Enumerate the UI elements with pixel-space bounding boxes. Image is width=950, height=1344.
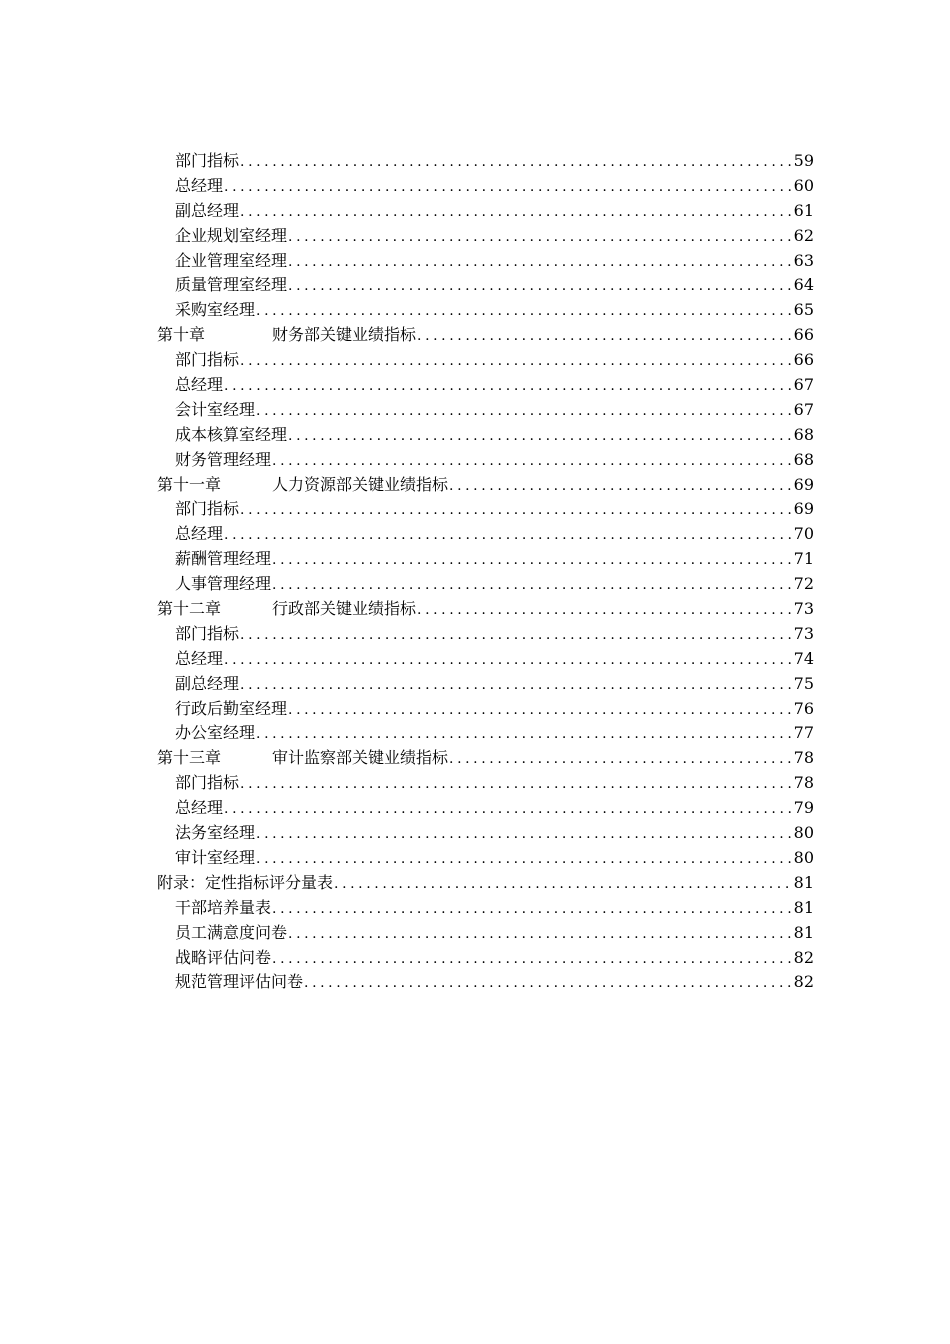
toc-page-number: 80 [793,847,814,867]
dot-leader [272,548,793,573]
toc-page-number: 80 [793,823,814,843]
toc-entry-title: 战略评估问卷 [175,947,272,967]
toc-chapter-number: 附录： [157,872,206,892]
toc-entry[interactable] [157,896,814,921]
toc-entry[interactable] [157,273,814,298]
toc-entry[interactable] [157,921,814,946]
dot-leader [240,498,793,523]
toc-entry-title: 总经理 [175,175,224,195]
dot-leader [256,822,793,847]
toc-entry-title: 总经理 [175,375,224,395]
dot-leader [272,947,793,972]
toc-entry-title: 成本核算室经理 [175,424,288,444]
toc-chapter-number: 第十三章 [157,748,222,768]
toc-chapter-number: 第十二章 [157,599,222,619]
toc-entry[interactable] [157,249,814,274]
dot-leader [417,598,793,623]
toc-entry-title: 规范管理评估问卷 [175,972,304,992]
toc-entry[interactable] [157,821,814,846]
toc-page-number: 65 [793,300,814,320]
toc-entry[interactable] [157,622,814,647]
toc-entry-title: 总经理 [175,648,224,668]
toc-page-number: 67 [793,399,814,419]
toc-entry-title: 人事管理经理 [175,574,272,594]
dot-leader [256,399,793,424]
toc-entry-title: 部门指标 [175,499,240,519]
toc-entry[interactable] [157,473,814,498]
table-of-contents [157,149,814,995]
toc-page-number: 73 [793,623,814,643]
dot-leader [288,225,793,250]
toc-entry-title: 办公室经理 [175,723,256,743]
dot-leader [224,648,793,673]
toc-entry-title: 部门指标 [175,151,240,170]
toc-entry[interactable] [157,373,814,398]
toc-entry-title: 行政后勤室经理 [175,698,288,718]
toc-entry[interactable] [157,348,814,373]
toc-entry-title: 企业管理室经理 [175,250,288,270]
toc-page-number: 61 [793,200,814,220]
toc-entry[interactable] [157,323,814,348]
toc-entry[interactable] [157,547,814,572]
toc-entry[interactable] [157,970,814,995]
toc-entry-title: 行政部关键业绩指标 [272,599,417,619]
toc-entry-title: 干部培养量表 [175,897,272,917]
toc-page-number: 68 [793,449,814,469]
toc-page-number: 81 [793,922,814,942]
toc-entry[interactable] [157,224,814,249]
toc-page-number: 76 [793,698,814,718]
toc-entry-title: 法务室经理 [175,823,256,843]
dot-leader [224,523,793,548]
dot-leader [334,872,793,897]
toc-entry[interactable] [157,796,814,821]
dot-leader [449,474,793,499]
toc-page-number: 79 [793,798,814,818]
toc-page-number: 81 [793,872,814,892]
toc-entry[interactable] [157,448,814,473]
toc-page-number: 82 [793,947,814,967]
dot-leader [256,847,793,872]
toc-entry[interactable] [157,497,814,522]
toc-page-number: 74 [793,648,814,668]
toc-entry[interactable] [157,149,814,174]
toc-entry-title: 员工满意度问卷 [175,922,288,942]
toc-entry[interactable] [157,771,814,796]
dot-leader [224,374,793,399]
toc-entry[interactable] [157,398,814,423]
toc-entry[interactable] [157,672,814,697]
toc-page-number: 82 [793,972,814,992]
dot-leader [417,324,793,349]
toc-entry-title: 采购室经理 [175,300,256,320]
toc-page-number: 59 [793,151,814,170]
toc-entry[interactable] [157,298,814,323]
dot-leader [256,299,793,324]
toc-page-number: 69 [793,499,814,519]
toc-entry[interactable] [157,846,814,871]
toc-entry-title: 薪酬管理经理 [175,549,272,569]
dot-leader [449,747,793,772]
toc-entry-title: 质量管理室经理 [175,275,288,295]
toc-entry[interactable] [157,174,814,199]
toc-chapter-number: 第十章 [157,325,206,345]
dot-leader [304,971,793,996]
dot-leader [272,573,793,598]
toc-page-number: 66 [793,350,814,370]
toc-entry[interactable] [157,572,814,597]
toc-entry-title: 总经理 [175,798,224,818]
toc-entry[interactable] [157,647,814,672]
dot-leader [240,623,793,648]
toc-entry-title: 副总经理 [175,200,240,220]
toc-chapter-number: 第十一章 [157,474,222,494]
dot-leader [240,200,793,225]
toc-page-number: 71 [793,549,814,569]
toc-page-number: 67 [793,375,814,395]
toc-entry-title: 人力资源部关键业绩指标 [272,474,449,494]
toc-entry[interactable] [157,597,814,622]
dot-leader [288,250,793,275]
toc-page-number: 77 [793,723,814,743]
toc-page-number: 81 [793,897,814,917]
toc-entry-title: 财务管理经理 [175,449,272,469]
toc-entry-title: 审计室经理 [175,847,256,867]
dot-leader [256,722,793,747]
toc-entry[interactable] [157,946,814,971]
toc-page-number: 73 [793,599,814,619]
dot-leader [272,449,793,474]
dot-leader [224,797,793,822]
toc-entry-title: 审计监察部关键业绩指标 [272,748,449,768]
toc-entry-title: 财务部关键业绩指标 [272,325,417,345]
toc-page-number: 78 [793,748,814,768]
toc-entry-title: 企业规划室经理 [175,225,288,245]
toc-page-number: 63 [793,250,814,270]
toc-page-number: 66 [793,325,814,345]
toc-entry[interactable] [157,522,814,547]
dot-leader [288,424,793,449]
toc-page-number: 68 [793,424,814,444]
toc-entry[interactable] [157,746,814,771]
dot-leader [240,673,793,698]
toc-page-number: 70 [793,524,814,544]
dot-leader [240,349,793,374]
toc-entry-title: 定性指标评分量表 [205,872,334,892]
toc-page-number: 60 [793,175,814,195]
dot-leader [288,698,793,723]
dot-leader [288,274,793,299]
toc-page-number: 64 [793,275,814,295]
toc-entry-title: 副总经理 [175,673,240,693]
toc-entry[interactable] [157,697,814,722]
toc-entry[interactable] [157,721,814,746]
dot-leader [240,772,793,797]
toc-entry-title: 会计室经理 [175,399,256,419]
dot-leader [272,897,793,922]
toc-entry[interactable] [157,871,814,896]
toc-entry-title: 部门指标 [175,773,240,793]
toc-entry[interactable] [157,199,814,224]
toc-entry[interactable] [157,423,814,448]
dot-leader [224,175,793,200]
toc-page-number: 75 [793,673,814,693]
toc-entry-title: 部门指标 [175,623,240,643]
toc-entry-title: 总经理 [175,524,224,544]
toc-page-number: 78 [793,773,814,793]
toc-page-number: 69 [793,474,814,494]
toc-entry-title: 部门指标 [175,350,240,370]
dot-leader [240,150,793,175]
toc-page-number: 72 [793,574,814,594]
toc-page-number: 62 [793,225,814,245]
dot-leader [288,922,793,947]
